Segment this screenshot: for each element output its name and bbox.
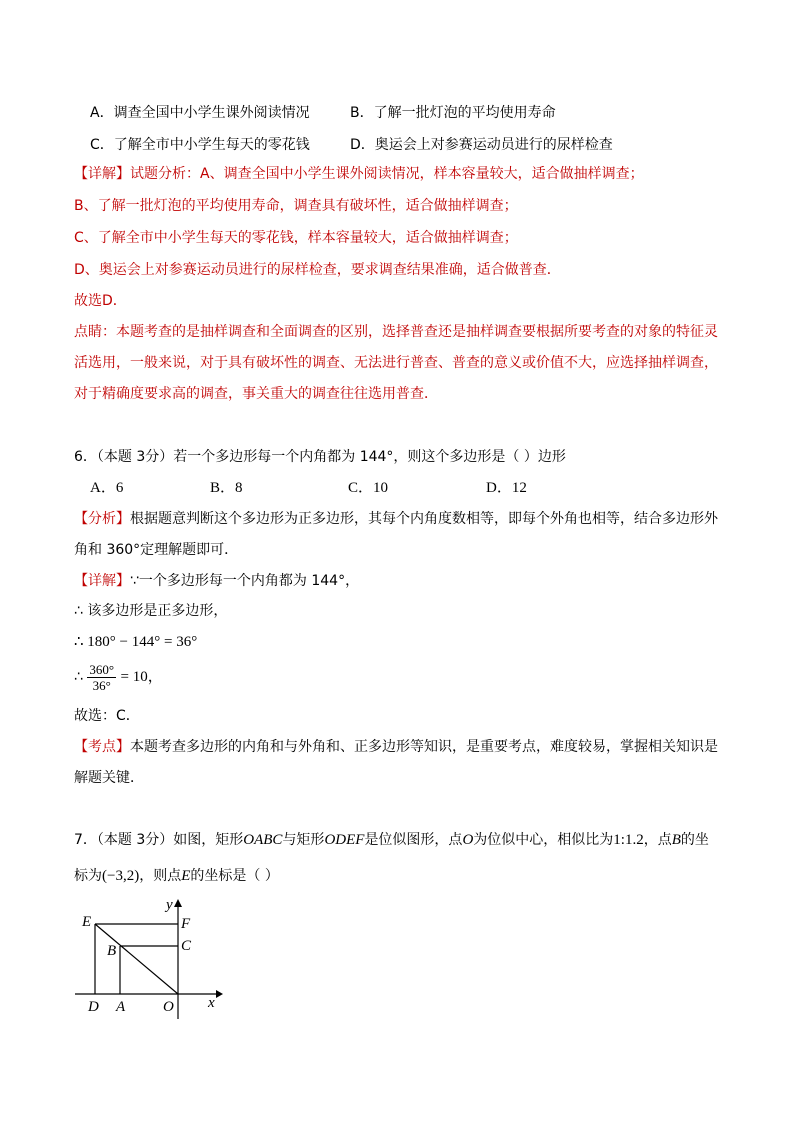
q6-step-3 bbox=[74, 660, 163, 694]
q6-analysis-line-2: 角和 360°定理解题即可． bbox=[74, 542, 239, 558]
q7-stem-1d: ODEF bbox=[324, 832, 365, 848]
q7-stem-1h: 1:1.2 bbox=[613, 832, 644, 848]
q7-stem-1i: ，点 bbox=[643, 832, 672, 848]
q5-point-2: 活选用，一般来说，对于具有破坏性的调查、无法进行普查、普查的意义或价值不大，应选择抽样调查， bbox=[74, 355, 718, 371]
q6-detail-text: ∵一个多边形每一个内角都为 144°， bbox=[130, 573, 360, 589]
q7-stem-2b: (−3,2) bbox=[102, 868, 140, 884]
q5-detail-line bbox=[74, 164, 644, 184]
q6-analysis-line-1 bbox=[74, 509, 718, 529]
q7-stem-1f: O bbox=[462, 832, 474, 848]
q6-analysis-bracket: 【分析】 bbox=[74, 511, 130, 527]
q6-detail-bracket: 【详解】 bbox=[74, 573, 130, 589]
label-e: E bbox=[82, 914, 92, 930]
q7-stem-1e: 是位似图形，点 bbox=[364, 832, 463, 848]
q5-option-c: C．了解全市中小学生每天的零花钱 bbox=[90, 137, 310, 153]
q6-detail-line bbox=[74, 571, 359, 591]
q6-option-b: B．8 bbox=[210, 480, 243, 496]
q5-choose: 故选D． bbox=[74, 293, 127, 309]
q5-line-c: C、了解全市中小学生每天的零花钱，样本容量较大，适合做抽样调查； bbox=[74, 230, 518, 246]
q5-option-d: D．奥运会上对参赛运动员进行的尿样检查 bbox=[350, 137, 613, 153]
q7-stem-1k: 的坐 bbox=[680, 832, 709, 848]
label-y: y bbox=[166, 897, 173, 913]
q6-fraction bbox=[87, 662, 116, 693]
q6-analysis-text-1: 根据题意判断这个多边形为正多边形，其每个内角度数相等，即每个外角也相等，结合多边形外 bbox=[130, 511, 718, 527]
label-o: O bbox=[163, 999, 174, 1015]
q5-detail-bracket: 【详解】 bbox=[74, 166, 130, 182]
q5-option-a: A．调查全国中小学生课外阅读情况 bbox=[90, 105, 310, 121]
q6-step-1: ∴ 该多边形是正多边形， bbox=[74, 603, 228, 619]
x-axis-arrow bbox=[216, 990, 223, 998]
q6-option-d: D．12 bbox=[486, 480, 527, 496]
q7-stem-2c: ，则点 bbox=[139, 868, 182, 884]
q6-choose: 故选：C． bbox=[74, 708, 140, 724]
q5-point-3: 对于精确度要求高的调查，事关重大的调查往往选用普查． bbox=[74, 386, 438, 402]
label-d: D bbox=[88, 999, 99, 1015]
q6-step-3-prefix: ∴ bbox=[74, 669, 83, 685]
q7-stem-1b: OABC bbox=[243, 832, 283, 848]
label-b: B bbox=[107, 943, 117, 959]
q5-point-1: 点睛：本题考查的是抽样调查和全面调查的区别，选择普查还是抽样调查要根据所要考查的对象的特征灵 bbox=[74, 324, 718, 340]
q7-stem-2e: 的坐标是（ ） bbox=[190, 868, 279, 884]
q6-fraction-denominator: 36° bbox=[92, 677, 111, 693]
q7-stem-1g: 为位似中心，相似比为 bbox=[473, 832, 614, 848]
q5-line-d: D、奥运会上对参赛运动员进行的尿样检查，要求调查结果准确，适合做普查． bbox=[74, 262, 561, 278]
label-f: F bbox=[181, 916, 191, 932]
q7-figure bbox=[70, 895, 230, 1025]
q6-stem: 6．（本题 3分）若一个多边形每一个内角都为 144°，则这个多边形是（ ）边形 bbox=[74, 449, 566, 465]
q7-stem-line-1 bbox=[74, 830, 709, 850]
q6-kaodian-bracket: 【考点】 bbox=[74, 739, 130, 755]
q7-stem-line-2 bbox=[74, 866, 279, 886]
q7-stem-1c: 与矩形 bbox=[282, 832, 325, 848]
label-a: A bbox=[116, 999, 126, 1015]
q7-stem-2d: E bbox=[181, 868, 191, 884]
q6-step-2: ∴ 180° − 144° = 36° bbox=[74, 634, 198, 650]
q7-stem-1j: B bbox=[671, 832, 681, 848]
q6-kaodian-text-1: 本题考查多边形的内角和与外角和、正多边形等知识，是重要考点，难度较易，掌握相关知识是 bbox=[130, 739, 718, 755]
q6-option-a: A．6 bbox=[90, 480, 124, 496]
label-x: x bbox=[208, 995, 215, 1011]
q6-step-3-result: = 10， bbox=[120, 669, 163, 685]
q6-kaodian-line-1 bbox=[74, 737, 718, 757]
label-c: C bbox=[181, 938, 192, 954]
q6-fraction-numerator: 360° bbox=[89, 661, 115, 677]
diagonal-eo bbox=[95, 924, 178, 994]
q5-line-b: B、了解一批灯泡的平均使用寿命，调查具有破坏性，适合做抽样调查； bbox=[74, 198, 518, 214]
q5-detail-text: 试题分析：A、调查全国中小学生课外阅读情况，样本容量较大，适合做抽样调查； bbox=[130, 166, 644, 182]
y-axis-arrow bbox=[174, 899, 182, 907]
q5-option-b: B．了解一批灯泡的平均使用寿命 bbox=[350, 105, 556, 121]
q7-stem-1a: 7．（本题 3分）如图，矩形 bbox=[74, 832, 244, 848]
q6-option-c: C．10 bbox=[348, 480, 389, 496]
q6-kaodian-line-2: 解题关键． bbox=[74, 770, 144, 786]
q7-stem-2a: 标为 bbox=[74, 868, 102, 884]
